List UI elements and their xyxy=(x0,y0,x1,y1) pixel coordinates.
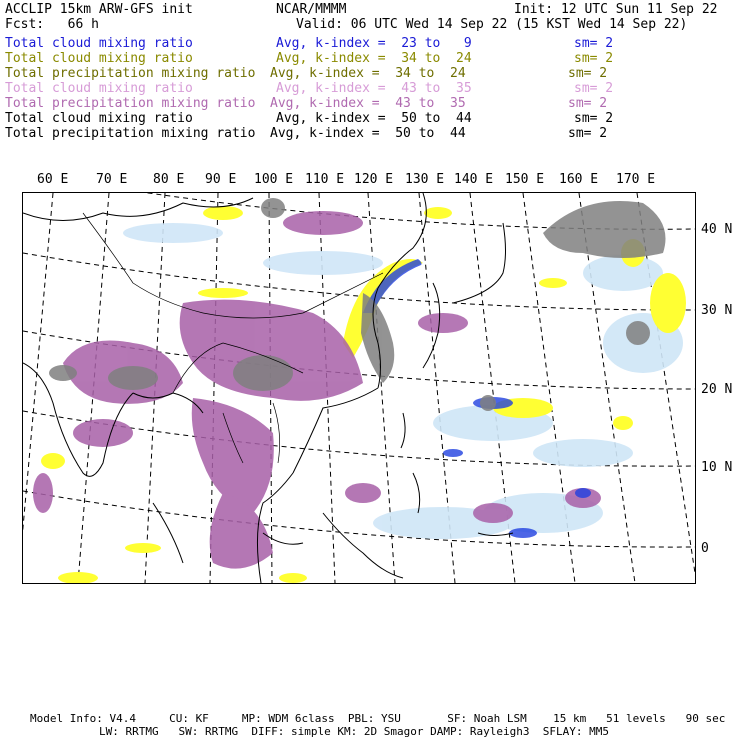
field-avg: Avg, k-index = 50 to 44 xyxy=(276,111,472,126)
lon-label: 80 E xyxy=(153,172,185,187)
valid-time: Valid: 06 UTC Wed 14 Sep 22 (15 KST Wed 14 Sep 22) xyxy=(296,17,688,32)
field-avg: Avg, k-index = 23 to 9 xyxy=(276,36,472,51)
map-panel xyxy=(22,192,696,584)
lon-label: 130 E xyxy=(405,172,445,187)
lon-label: 150 E xyxy=(505,172,545,187)
lon-label: 120 E xyxy=(354,172,394,187)
field-sm: sm= 2 xyxy=(574,111,614,126)
field-avg: Avg, k-index = 34 to 24 xyxy=(276,51,472,66)
field-name: Total cloud mixing ratio xyxy=(5,81,193,96)
field-name: Total cloud mixing ratio xyxy=(5,51,193,66)
lon-label: 160 E xyxy=(559,172,599,187)
lon-label: 100 E xyxy=(254,172,294,187)
lat-label: 40 N xyxy=(701,222,733,237)
field-name: Total precipitation mixing ratio xyxy=(5,66,256,81)
field-sm: sm= 2 xyxy=(568,96,608,111)
lon-label: 110 E xyxy=(305,172,345,187)
title-center: NCAR/MMMM xyxy=(276,2,347,17)
field-avg: Avg, k-index = 34 to 24 xyxy=(270,66,466,81)
lat-label: 10 N xyxy=(701,460,733,475)
lat-label: 0 xyxy=(701,541,709,556)
field-avg: Avg, k-index = 50 to 44 xyxy=(270,126,466,141)
lon-label: 60 E xyxy=(37,172,69,187)
field-sm: sm= 2 xyxy=(574,36,614,51)
lat-label: 30 N xyxy=(701,303,733,318)
model-info-line-2: LW: RRTMG SW: RRTMG DIFF: simple KM: 2D Smagor DAMP: Rayleigh3 SFLAY: MM5 xyxy=(99,725,609,738)
field-sm: sm= 2 xyxy=(574,51,614,66)
field-name: Total precipitation mixing ratio xyxy=(5,96,256,111)
lon-label: 140 E xyxy=(454,172,494,187)
map-canvas xyxy=(23,193,695,583)
field-avg: Avg, k-index = 43 to 35 xyxy=(276,81,472,96)
lon-label: 170 E xyxy=(616,172,656,187)
field-sm: sm= 2 xyxy=(574,81,614,96)
forecast-hour: Fcst: 66 h xyxy=(5,17,99,32)
field-name: Total precipitation mixing ratio xyxy=(5,126,256,141)
lat-label: 20 N xyxy=(701,382,733,397)
init-time: Init: 12 UTC Sun 11 Sep 22 xyxy=(514,2,718,17)
lon-label: 90 E xyxy=(205,172,237,187)
field-name: Total cloud mixing ratio xyxy=(5,36,193,51)
field-sm: sm= 2 xyxy=(568,66,608,81)
field-name: Total cloud mixing ratio xyxy=(5,111,193,126)
lon-label: 70 E xyxy=(96,172,128,187)
field-avg: Avg, k-index = 43 to 35 xyxy=(270,96,466,111)
title-left: ACCLIP 15km ARW-GFS init xyxy=(5,2,193,17)
model-info-line-1: Model Info: V4.4 CU: KF MP: WDM 6class PBL: YSU SF: Noah LSM 15 km 51 levels 90 sec xyxy=(30,712,726,725)
field-sm: sm= 2 xyxy=(568,126,608,141)
